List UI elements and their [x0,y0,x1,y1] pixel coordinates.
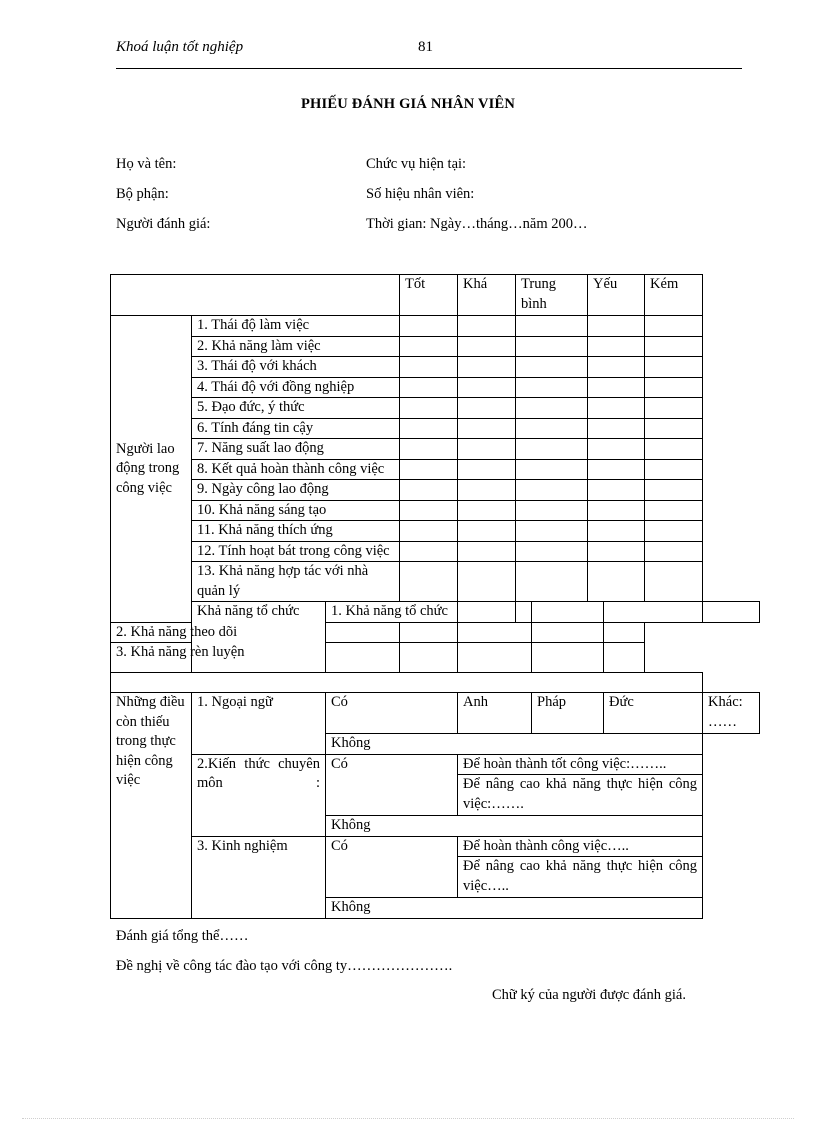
overall-evaluation: Đánh giá tổng thể…… [116,928,249,944]
rating-cell[interactable] [326,643,400,673]
knowledge-line-1[interactable]: Để hoàn thành tốt công việc:…….. [458,754,703,775]
rating-cell[interactable] [645,439,703,460]
rating-cell[interactable] [645,316,703,337]
rating-cell[interactable] [400,357,458,378]
rating-cell[interactable] [604,602,703,623]
rating-cell[interactable] [645,562,703,602]
rating-cell[interactable] [645,357,703,378]
rating-cell[interactable] [458,316,516,337]
criterion: 10. Khả năng sáng tạo [192,500,400,521]
rating-cell[interactable] [516,602,532,623]
rating-cell[interactable] [458,643,532,673]
rating-cell[interactable] [458,459,516,480]
experience-line-2[interactable]: Để nâng cao khả năng thực hiện công việc….. [458,857,703,898]
rating-cell[interactable] [400,622,458,643]
rating-cell[interactable] [588,521,645,542]
rating-cell[interactable] [645,500,703,521]
knowledge-no[interactable]: Không [326,816,703,837]
rating-header: Trung bình [516,275,588,316]
rating-cell[interactable] [458,541,516,562]
rating-cell[interactable] [645,480,703,501]
rating-cell[interactable] [645,398,703,419]
group-label-organization: Khả năng tổ chức [192,602,326,673]
rating-cell[interactable] [588,500,645,521]
rating-cell[interactable] [588,459,645,480]
rating-cell[interactable] [588,418,645,439]
rating-cell[interactable] [532,602,604,623]
rating-header: Yếu [588,275,645,316]
rating-cell[interactable] [458,521,516,542]
experience-label: 3. Kinh nghiệm [192,836,326,918]
rating-cell[interactable] [326,622,400,643]
rating-cell[interactable] [588,377,645,398]
signature-label: Chữ ký của người được đánh giá. [492,987,686,1003]
experience-line-1[interactable]: Để hoàn thành công việc….. [458,836,703,857]
rating-cell[interactable] [400,336,458,357]
rating-header: Khá [458,275,516,316]
foreign-language-no[interactable]: Không [326,734,703,755]
rating-cell[interactable] [588,439,645,460]
language-option[interactable]: Pháp [532,693,604,734]
employee-id-label: Số hiệu nhân viên: [366,186,475,202]
rating-cell[interactable] [516,562,588,602]
criterion: 6. Tính đáng tin cậy [192,418,400,439]
experience-no[interactable]: Không [326,898,703,919]
table-corner-cell [111,275,400,316]
rating-cell[interactable] [458,480,516,501]
rating-cell[interactable] [400,418,458,439]
criterion: 1. Khả năng tổ chức [326,602,458,623]
rating-cell[interactable] [516,439,588,460]
criterion: 2. Khả năng làm việc [192,336,400,357]
rating-cell[interactable] [588,357,645,378]
criterion: 3. Khả năng rèn luyện [111,643,326,673]
knowledge-yes[interactable]: Có [326,754,458,816]
rating-cell[interactable] [458,602,516,623]
knowledge-label: 2.Kiến thức chuyên môn : [192,754,326,836]
language-option[interactable]: Khác: …… [703,693,760,734]
criterion: 1. Thái độ làm việc [192,316,400,337]
rating-cell[interactable] [458,500,516,521]
rating-cell[interactable] [516,459,588,480]
rating-cell[interactable] [516,541,588,562]
rating-cell[interactable] [588,336,645,357]
rating-cell[interactable] [458,377,516,398]
rating-cell[interactable] [516,521,588,542]
rating-cell[interactable] [458,336,516,357]
rating-cell[interactable] [604,643,645,673]
rating-header: Kém [645,275,703,316]
rating-cell[interactable] [516,316,588,337]
rating-cell[interactable] [645,336,703,357]
rating-cell[interactable] [458,622,532,643]
rating-cell[interactable] [458,418,516,439]
rating-cell[interactable] [400,480,458,501]
rating-cell[interactable] [516,500,588,521]
page-number: 81 [418,39,433,55]
time-label: Thời gian: Ngày…tháng…năm 200… [366,216,588,232]
department-label: Bộ phận: [116,186,169,202]
rating-cell[interactable] [645,521,703,542]
criterion: 11. Khả năng thích ứng [192,521,400,542]
criterion: 8. Kết quả hoàn thành công việc [192,459,400,480]
position-label: Chức vụ hiện tại: [366,156,467,172]
rating-cell[interactable] [400,439,458,460]
rating-cell[interactable] [516,480,588,501]
rating-cell[interactable] [400,398,458,419]
criterion: 12. Tính hoạt bát trong công việc [192,541,400,562]
language-option[interactable]: Anh [458,693,532,734]
rating-cell[interactable] [588,398,645,419]
rating-cell[interactable] [645,459,703,480]
rating-cell[interactable] [532,643,604,673]
rating-cell[interactable] [588,541,645,562]
knowledge-line-2[interactable]: Để nâng cao khả năng thực hiện công việc:……. [458,775,703,816]
rating-cell[interactable] [516,398,588,419]
page-bottom-dotted-rule [22,1118,794,1119]
rating-cell[interactable] [458,357,516,378]
section-separator [111,673,703,693]
rating-cell[interactable] [400,541,458,562]
rating-cell[interactable] [458,562,516,602]
rating-cell[interactable] [516,357,588,378]
rating-cell[interactable] [400,562,458,602]
rating-cell[interactable] [588,562,645,602]
foreign-language-yes[interactable]: Có [326,693,458,734]
rating-cell[interactable] [400,643,458,673]
criterion: 13. Khả năng hợp tác với nhà quản lý [192,562,400,602]
rating-cell[interactable] [604,622,645,643]
rating-cell[interactable] [588,480,645,501]
rating-header: Tốt [400,275,458,316]
page-title: PHIẾU ĐÁNH GIÁ NHÂN VIÊN [301,96,515,112]
criterion: 3. Thái độ với khách [192,357,400,378]
rating-cell[interactable] [703,602,760,623]
criterion: 4. Thái độ với đồng nghiệp [192,377,400,398]
evaluation-table [110,274,760,919]
rating-cell[interactable] [458,439,516,460]
rating-cell[interactable] [458,398,516,419]
criterion: 9. Ngày công lao động [192,480,400,501]
rating-cell[interactable] [516,336,588,357]
training-proposal: Đề nghị về công tác đào tạo với công ty…………………. [116,958,453,974]
rating-cell[interactable] [645,418,703,439]
rating-cell[interactable] [516,418,588,439]
experience-yes[interactable]: Có [326,836,458,898]
criterion: 7. Năng suất lao động [192,439,400,460]
rating-cell[interactable] [516,377,588,398]
rating-cell[interactable] [400,500,458,521]
name-label: Họ và tên: [116,156,177,172]
rating-cell[interactable] [400,521,458,542]
header-rule [116,68,742,69]
rating-cell[interactable] [400,316,458,337]
criterion: 2. Khả năng theo dõi [111,622,326,643]
group-label-gaps: Những điều còn thiếu trong thực hiện công việc [111,693,192,919]
header-title: Khoá luận tốt nghiệp [116,39,244,55]
group-label-employee: Người lao động trong công việc [111,316,192,623]
rating-cell[interactable] [400,459,458,480]
foreign-language-label: 1. Ngoại ngữ [192,693,326,755]
rating-cell[interactable] [588,316,645,337]
rating-cell[interactable] [645,541,703,562]
rating-cell[interactable] [645,377,703,398]
criterion: 5. Đạo đức, ý thức [192,398,400,419]
rating-cell[interactable] [532,622,604,643]
evaluator-label: Người đánh giá: [116,216,211,232]
language-option[interactable]: Đức [604,693,703,734]
rating-cell[interactable] [400,377,458,398]
